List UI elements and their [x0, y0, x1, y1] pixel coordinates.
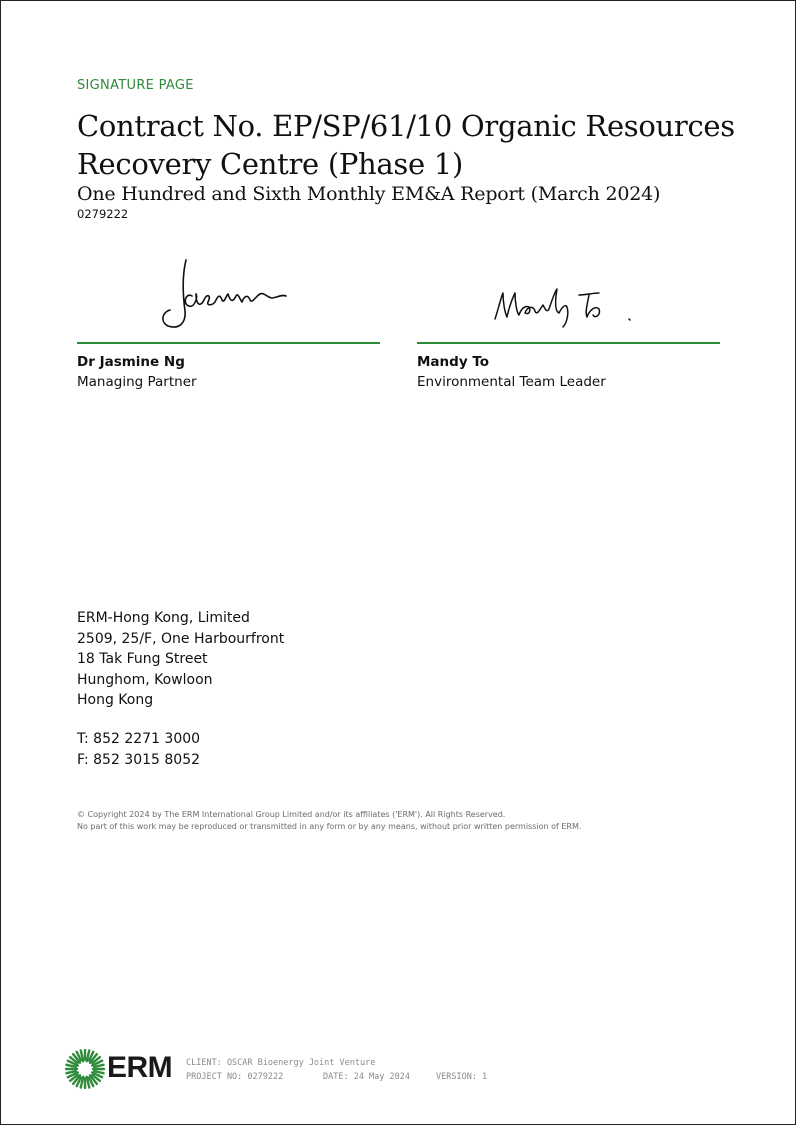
signature-line-2	[417, 342, 720, 344]
footer-version: VERSION: 1	[436, 1072, 488, 1082]
fax-number: F: 852 3015 8052	[77, 751, 201, 768]
signature-jasmine-ng	[156, 256, 296, 336]
address-line: Hunghom, Kowloon	[77, 671, 213, 688]
document-number: 0279222	[77, 207, 129, 221]
address-line: ERM-Hong Kong, Limited	[77, 610, 250, 626]
section-label: SIGNATURE PAGE	[77, 78, 194, 93]
address-line: 2509, 25/F, One Harbourfront	[77, 630, 285, 647]
copyright-notice	[77, 809, 581, 833]
footer-date: DATE: 24 May 2024	[323, 1072, 410, 1082]
address-line: 18 Tak Fung Street	[77, 651, 208, 667]
footer-project-no: PROJECT NO: 0279222	[186, 1072, 284, 1082]
page-subtitle: One Hundred and Sixth Monthly EM&A Report (March 2024)	[77, 183, 661, 205]
signature-line-1	[77, 342, 380, 344]
address-line: Hong Kong	[77, 692, 154, 708]
copyright-line-2: No part of this work may be reproduced or transmitted in any form or by any means, without prior written permission of ERM.	[77, 822, 582, 831]
office-address	[77, 608, 284, 711]
page-title: Contract No. EP/SP/61/10 Organic Resources Recovery Centre (Phase 1)	[77, 109, 735, 181]
phone-number: T: 852 2271 3000	[77, 731, 201, 747]
footer-brand: ERM	[107, 1051, 173, 1084]
footer-client: CLIENT: OSCAR Bioenergy Joint Venture	[186, 1058, 376, 1068]
signatory-name-1: Dr Jasmine Ng	[77, 354, 185, 370]
signatory-role-2: Environmental Team Leader	[417, 374, 606, 390]
signatory-name-2: Mandy To	[417, 354, 490, 370]
contact-numbers	[77, 729, 200, 770]
signatory-role-1: Managing Partner	[77, 374, 197, 390]
signature-mandy-to	[489, 283, 649, 333]
copyright-line-1: © Copyright 2024 by The ERM International Group Limited and/or its affiliates ('ERM'). All Rights Reserved.	[77, 810, 506, 819]
erm-sunburst-icon	[65, 1049, 105, 1089]
